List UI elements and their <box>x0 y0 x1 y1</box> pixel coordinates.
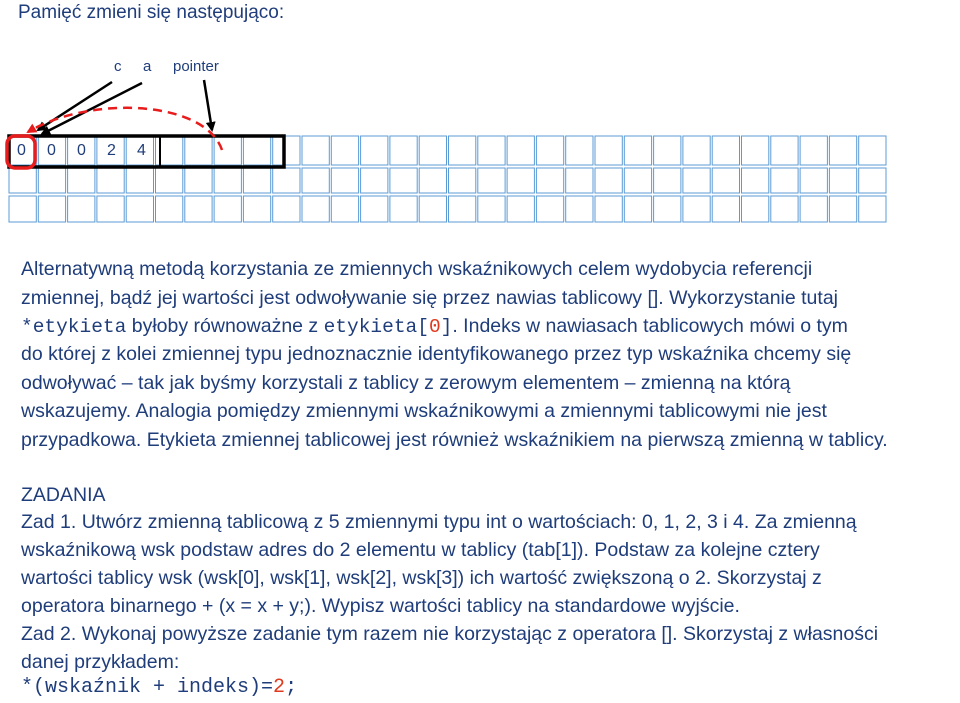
memory-grid-cell <box>536 168 563 193</box>
memory-grid-cell <box>712 136 739 165</box>
paragraph-fragment: . Indeks w nawiasach tablicowych mówi o tym <box>452 315 848 337</box>
memory-grid-cell <box>566 196 593 222</box>
code-fragment: *(wskaźnik + indeks)= <box>21 676 274 699</box>
memory-grid-cell <box>243 168 270 193</box>
memory-grid-cell <box>273 136 300 165</box>
pointer-arc-arrow <box>28 108 222 150</box>
memory-grid-cell <box>97 168 124 193</box>
task-line: wskaźnikową wsk podstaw adres do 2 elementu w tablicy (tab[1]). Podstaw za kolejne cztery <box>21 539 820 561</box>
memory-cell-3: 2 <box>107 142 116 159</box>
task-line: wartości tablicy wsk (wsk[0], wsk[1], wsk[2], wsk[3]) ich wartość zwiększoną o 2. Skorzystaj z <box>21 567 822 589</box>
memory-grid-cell <box>273 196 300 222</box>
paragraph-line: odwoływać – tak jak byśmy korzystali z tablicy z zerowym elementem – zmienną na którą <box>21 372 791 394</box>
memory-grid-cell <box>419 136 446 165</box>
memory-grid-cell <box>742 168 769 193</box>
memory-grid-cell <box>38 196 65 222</box>
paragraph-line: do której z kolei zmiennej typu jednoznacznie identyfikowanego przez typ wskaźnika chcemy się <box>21 343 852 365</box>
memory-grid-cell <box>214 196 241 222</box>
memory-grid-cell <box>214 168 241 193</box>
memory-grid-cell <box>654 196 681 222</box>
memory-grid-cell <box>800 168 827 193</box>
memory-grid-cell <box>829 168 856 193</box>
memory-grid-cell <box>859 168 886 193</box>
code-index-label <box>324 316 453 338</box>
paragraph-line: zmiennej, bądź jej wartości jest odwoływanie się przez nawias tablicowy []. Wykorzystanie tutaj <box>21 287 839 309</box>
memory-cell-0: 0 <box>17 142 26 159</box>
memory-grid-cell <box>214 136 241 165</box>
page-heading: Pamięć zmieni się następująco: <box>18 2 285 23</box>
memory-grid-cell <box>9 168 36 193</box>
paragraph-line: wskazujemy. Analogia pomiędzy zmiennymi wskaźnikowymi a zmiennymi tablicowymi nie jest <box>21 400 827 422</box>
memory-grid-cell <box>683 136 710 165</box>
paragraph-line: przypadkowa. Etykieta zmiennej tablicowej jest również wskaźnikiem na pierwszą zmienną w tablicy. <box>21 429 888 451</box>
memory-grid-cell <box>507 168 534 193</box>
memory-cell-4: 4 <box>137 142 146 159</box>
memory-grid-cell <box>243 136 270 165</box>
paragraph-line-code <box>21 312 848 342</box>
memory-grid-cell <box>331 136 358 165</box>
memory-grid-cell <box>829 136 856 165</box>
memory-grid-cell <box>478 196 505 222</box>
memory-grid-cell <box>683 196 710 222</box>
memory-grid-cell <box>302 196 329 222</box>
code-fragment: ; <box>285 676 298 699</box>
code-fragment: etykieta[ <box>323 316 429 338</box>
memory-grid-cell <box>566 168 593 193</box>
memory-grid-cell <box>361 168 388 193</box>
memory-grid-cell <box>273 168 300 193</box>
memory-grid-cell <box>712 168 739 193</box>
memory-cell-1: 0 <box>47 142 56 159</box>
arrow-pointer <box>204 80 212 130</box>
memory-grid-cell <box>800 196 827 222</box>
memory-grid-cell <box>859 136 886 165</box>
memory-cell-2: 0 <box>77 142 86 159</box>
memory-grid-cell <box>712 196 739 222</box>
task-line: Zad 2. Wykonaj powyższe zadanie tym razem nie korzystając z operatora []. Skorzystaj z własności <box>21 623 879 645</box>
memory-grid-cell <box>156 168 183 193</box>
paragraph-line: Alternatywną metodą korzystania ze zmiennych wskaźnikowych celem wydobycia referencji <box>21 258 813 280</box>
memory-grid-cell <box>419 196 446 222</box>
code-example <box>21 674 297 703</box>
code-fragment-index: 0 <box>428 316 441 338</box>
memory-grid-cell <box>771 168 798 193</box>
memory-grid-cell <box>156 196 183 222</box>
memory-grid-cell <box>683 168 710 193</box>
code-fragment-value: 2 <box>273 676 286 699</box>
memory-grid-cell <box>449 196 476 222</box>
memory-grid-cell <box>185 168 212 193</box>
memory-grid-cell <box>595 196 622 222</box>
paragraph-fragment: byłoby równoważne z <box>126 315 324 337</box>
task-line: Zad 1. Utwórz zmienną tablicową z 5 zmiennymi typu int o wartościach: 0, 1, 2, 3 i 4. Za zmienną <box>21 511 857 533</box>
memory-grid-cell <box>185 136 212 165</box>
memory-grid-cell <box>536 196 563 222</box>
memory-grid-cell <box>624 136 651 165</box>
memory-grid-cell <box>302 136 329 165</box>
task-line: danej przykładem: <box>21 651 180 673</box>
memory-grid-cell <box>654 136 681 165</box>
tasks-header: ZADANIA <box>21 484 106 506</box>
memory-grid-cell <box>331 196 358 222</box>
memory-grid-cell <box>38 168 65 193</box>
memory-grid-cell <box>97 196 124 222</box>
memory-grid-cell <box>566 136 593 165</box>
code-fragment: ] <box>440 316 453 338</box>
memory-grid-cell <box>449 168 476 193</box>
memory-grid-cell <box>331 168 358 193</box>
memory-grid-cell <box>624 168 651 193</box>
memory-grid-cell <box>771 136 798 165</box>
memory-grid-cell <box>507 196 534 222</box>
memory-grid-cell <box>507 136 534 165</box>
memory-diagram <box>0 0 960 240</box>
memory-grid-cell <box>771 196 798 222</box>
memory-grid-cell <box>126 196 153 222</box>
memory-grid-cell <box>742 136 769 165</box>
label-a: a <box>143 58 152 75</box>
memory-grid-cell <box>859 196 886 222</box>
memory-grid-cell <box>595 136 622 165</box>
memory-grid-cell <box>361 136 388 165</box>
code-deref-label: *etykieta <box>21 316 127 338</box>
memory-grid-cell <box>419 168 446 193</box>
arrow-c <box>38 82 112 130</box>
memory-grid-cell <box>478 168 505 193</box>
memory-grid-cell <box>390 168 417 193</box>
memory-grid-cell <box>68 196 95 222</box>
memory-grid-cell <box>800 136 827 165</box>
memory-grid-cell <box>829 196 856 222</box>
task-line: operatora binarnego + (x = x + y;). Wypisz wartości tablicy na standardowe wyjście. <box>21 595 740 617</box>
memory-grid-cell <box>302 168 329 193</box>
memory-grid-cell <box>742 196 769 222</box>
memory-grid-cell <box>185 196 212 222</box>
memory-grid-cell <box>624 196 651 222</box>
label-c: c <box>114 58 122 75</box>
memory-grid-cell <box>595 168 622 193</box>
memory-grid-cell <box>243 196 270 222</box>
memory-grid-cell <box>126 168 153 193</box>
memory-grid-cell <box>449 136 476 165</box>
label-pointer: pointer <box>173 58 219 75</box>
memory-grid-cell <box>361 196 388 222</box>
memory-grid-cell <box>390 196 417 222</box>
memory-grid-cell <box>9 196 36 222</box>
memory-grid-cell <box>68 168 95 193</box>
memory-grid-cell <box>654 168 681 193</box>
memory-grid-cell <box>536 136 563 165</box>
memory-grid-cell <box>390 136 417 165</box>
memory-grid-cell <box>478 136 505 165</box>
